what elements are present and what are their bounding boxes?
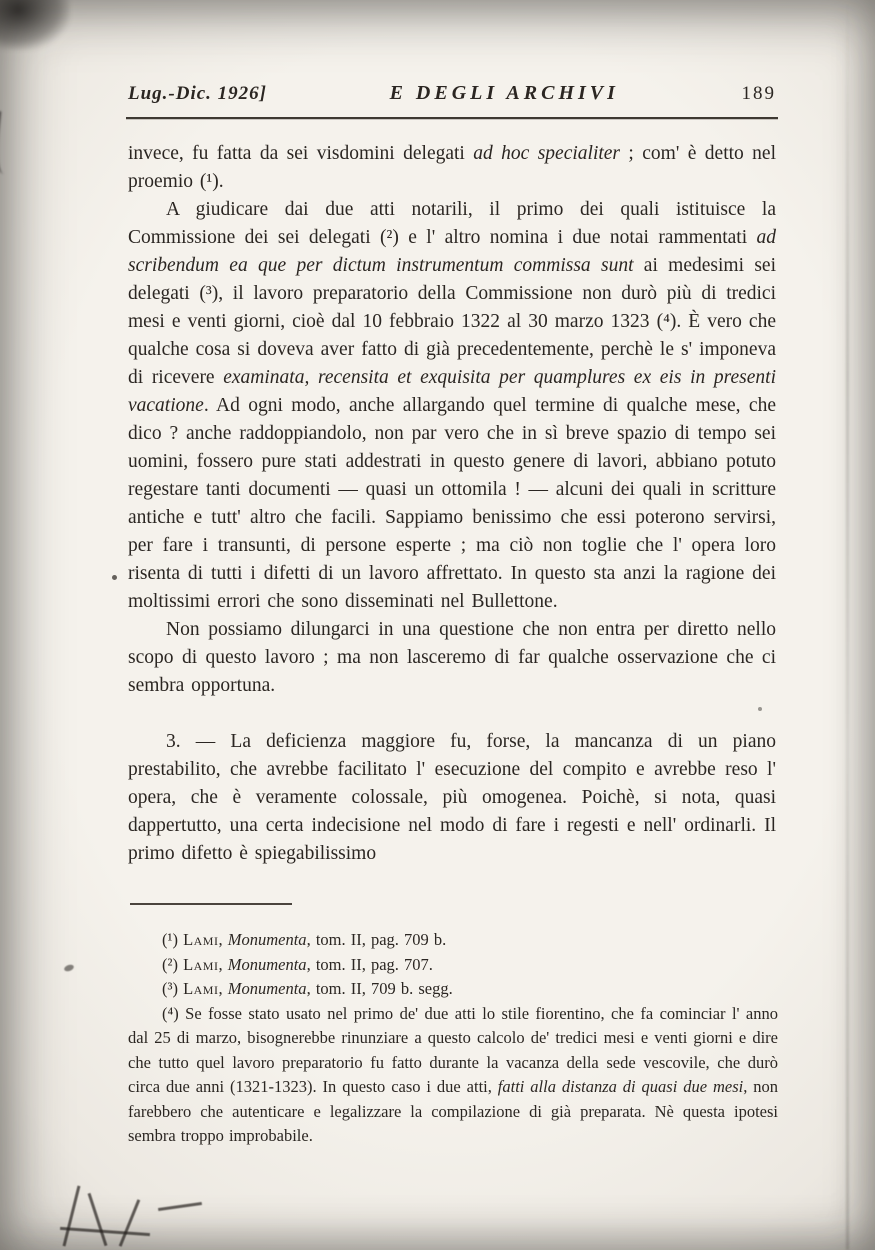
body-text	[128, 140, 776, 868]
text-segment: , tom. II, pag. 707.	[306, 954, 433, 974]
footnote-separator	[130, 903, 292, 905]
scan-streak-right	[846, 0, 849, 1250]
page-header	[128, 82, 776, 105]
text-segment: , non farebbero che autenticare e legalizzare la compilazione di già preparata. Nè questa ipotesi sembra troppo improbabile.	[128, 1077, 779, 1145]
scan-smudge-top-left	[0, 0, 70, 50]
scan-edge-mark-left	[0, 111, 19, 175]
footnote	[128, 928, 778, 953]
text-segment: Monumenta	[227, 930, 307, 949]
text-segment: , tom. II, pag. 709 b.	[306, 930, 447, 949]
text-segment: ,	[218, 930, 228, 949]
text-segment: A giudicare dai due atti notarili, il primo dei quali istituisce la Commissione dei sei delegati (²) e l' altro nomina i due notai rammentati	[128, 199, 776, 248]
text-segment: 3. — La deficienza maggiore fu, forse, la mancanza di un piano prestabilito, che avrebbe facilitato l' esecuzione del compito e avrebbe reso l' opera, che è veramente colossale, più omogenea. Poichè, si nota, quasi dappertutto, una certa indecisione nel modo di fare i regesti e nell' ordinarli. Il primo difetto è spiegabilissimo	[128, 731, 776, 864]
text-segment: ad hoc specialiter	[473, 143, 621, 164]
paragraph	[128, 140, 776, 196]
paragraph	[128, 196, 776, 616]
text-segment: examinata, recensita et exquisita per quamplures ex eis in presenti vacatione	[128, 367, 776, 416]
scan-scribble-bottom-left	[158, 1202, 202, 1211]
text-segment: (⁴) Se fosse stato usato nel primo de' due atti lo stile fiorentino, che fa cominciar l' anno dal 25 di marzo, bisognerebbe rinunziare a questo calcolo de' tredici mesi e venti giorni e dire che tutto quel lavoro preparatorio fu fatto durante la vacanza della sede vescovile, che durò circa due anni (1321-1323). In questo caso i due atti,	[128, 1003, 778, 1096]
scan-scribble-bottom-left	[63, 1186, 81, 1247]
text-segment: , tom. II, 709 b. segg.	[306, 979, 453, 998]
page-number: 189	[741, 83, 776, 104]
text-segment: Monumenta	[227, 954, 307, 974]
scan-speck	[112, 575, 117, 580]
header-running-title: E DEGLI ARCHIVI	[389, 82, 619, 104]
paragraph	[128, 728, 776, 868]
text-segment: Lami	[183, 930, 219, 949]
scan-scribble-bottom-left	[88, 1193, 108, 1246]
text-segment: ; com' è detto nel proemio (¹).	[128, 143, 777, 192]
footnotes	[128, 928, 778, 1149]
text-segment: invece, fu fatta da sei visdomini delegati	[128, 143, 474, 164]
paragraph	[128, 616, 776, 700]
footnote	[128, 953, 778, 978]
text-segment: fatti alla distanza di quasi due mesi	[497, 1077, 744, 1096]
text-segment: ad scribendum ea que per dictum instrumentum commissa sunt	[128, 227, 776, 276]
footnote	[128, 977, 778, 1002]
text-segment: (¹)	[162, 930, 184, 949]
scan-scribble-bottom-left	[119, 1199, 141, 1246]
header-rule	[126, 117, 778, 119]
text-segment: ,	[218, 954, 228, 974]
text-segment: Non possiamo dilungarci in una questione che non entra per diretto nello scopo di questo lavoro ; ma non lasceremo di far qualche osservazione che ci sembra opportuna.	[128, 619, 776, 696]
scan-speck	[63, 963, 74, 972]
footnote	[128, 1002, 778, 1149]
scan-scribble-bottom-left	[60, 1227, 150, 1236]
text-segment: ai medesimi sei delegati (³), il lavoro preparatorio della Commissione non durò più di tredici mesi e venti giorni, cioè dal 10 febbraio 1322 al 30 marzo 1323 (⁴). È vero che qualche cosa si doveva aver fatto di già precedentemente, perchè le s' imponeva di ricevere	[128, 255, 776, 388]
text-segment: Monumenta	[227, 979, 307, 998]
text-segment: Lami	[183, 954, 219, 974]
text-segment: (³)	[162, 979, 184, 998]
text-segment: . Ad ogni modo, anche allargando quel termine di qualche mese, che dico ? anche raddoppiandolo, non par vero che in sì breve spazio di tempo sei uomini, fossero pure stati addestrati in questo genere di lavori, abbiano potuto regestare tanti documenti — quasi un ottomila ! — alcuni dei quali in scritture antiche e tutt' altro che facili. Sappiamo benissimo che essi poterono servirsi, per fare i transunti, di persone esperte ; ma ciò non toglie che l' opera loro risenta di tutti i difetti di un lavoro affrettato. In questo sta anzi la ragione dei moltissimi errori che sono disseminati nel Bullettone.	[128, 395, 776, 612]
header-issue-date: Lug.-Dic. 1926]	[128, 83, 268, 104]
text-segment: Lami	[183, 979, 219, 998]
text-segment: ,	[218, 979, 228, 998]
text-segment: (²)	[162, 954, 184, 974]
